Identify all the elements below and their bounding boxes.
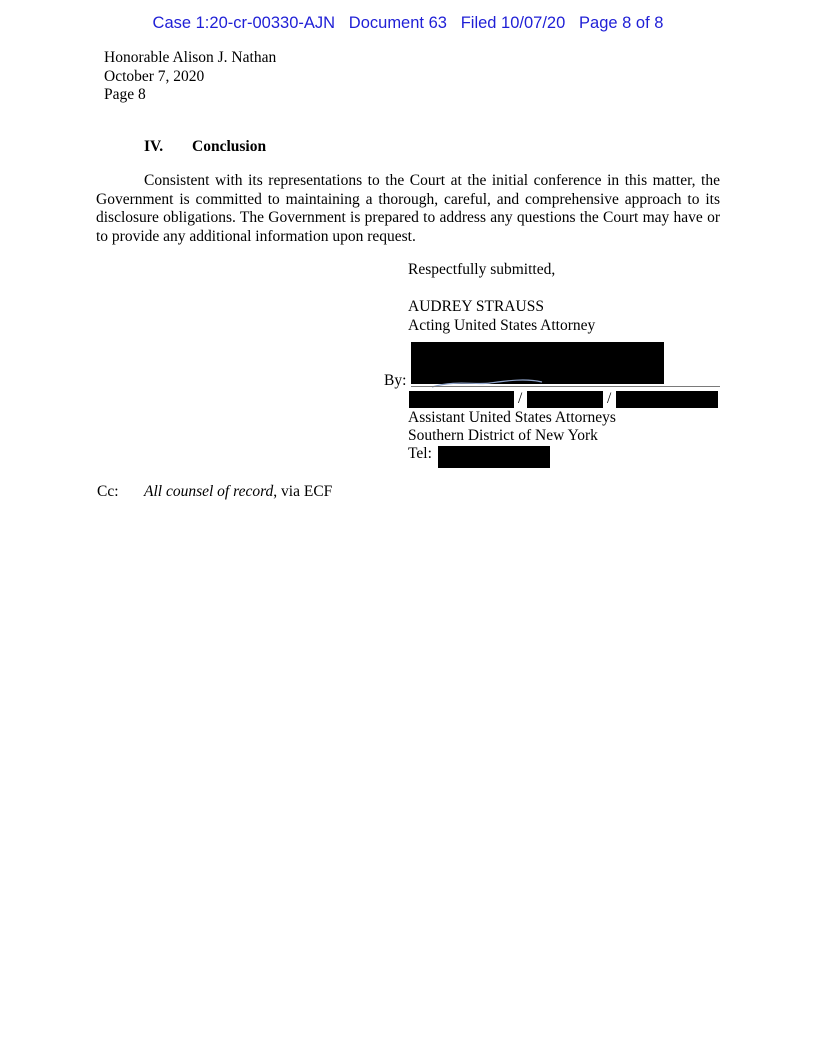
redacted-attorney-name-3: [616, 391, 718, 408]
signer-title: Acting United States Attorney: [408, 317, 596, 334]
redacted-attorney-name-1: [409, 391, 514, 408]
attorney-office: Southern District of New York: [408, 427, 598, 444]
name-separator-2: /: [607, 390, 612, 407]
ecf-filing-header: [0, 14, 816, 33]
recipient-name: Honorable Alison J. Nathan: [104, 49, 277, 66]
cc-line: [144, 483, 332, 502]
section-number: IV.: [144, 138, 164, 155]
redacted-telephone: [438, 446, 550, 468]
cc-recipients: All counsel of record: [144, 483, 274, 500]
letter-date: October 7, 2020: [104, 67, 205, 85]
signature-line: [411, 386, 720, 387]
attorney-role: Assistant United States Attorneys: [408, 409, 616, 426]
signature-scribble: [430, 376, 550, 390]
signer-name: AUDREY STRAUSS: [408, 298, 544, 315]
by-label: By:: [384, 372, 407, 389]
redacted-attorney-name-2: [527, 391, 603, 408]
ecf-case-number: Case 1:20-cr-00330-AJN: [152, 14, 336, 32]
cc-label: Cc:: [97, 483, 119, 500]
tel-label: Tel:: [408, 445, 432, 462]
section-title: Conclusion: [192, 138, 267, 155]
page-label: Page 8: [104, 86, 146, 103]
closing-line: Respectfully submitted,: [408, 261, 556, 278]
name-separator-1: /: [518, 390, 523, 407]
ecf-filed-date: Filed 10/07/20: [460, 14, 566, 32]
ecf-document-number: Document 63: [348, 14, 447, 32]
ecf-page-count: Page 8 of 8: [579, 14, 664, 32]
conclusion-paragraph: Consistent with its representations to the Court at the initial conference in this matter, the Government is committed to maintaining a thorough, careful, and comprehensive approach to its disclosure obligations. The Government is prepared to address any questions the Court may have or to provide any additional information upon request.: [96, 172, 720, 245]
cc-method: , via ECF: [273, 483, 333, 500]
